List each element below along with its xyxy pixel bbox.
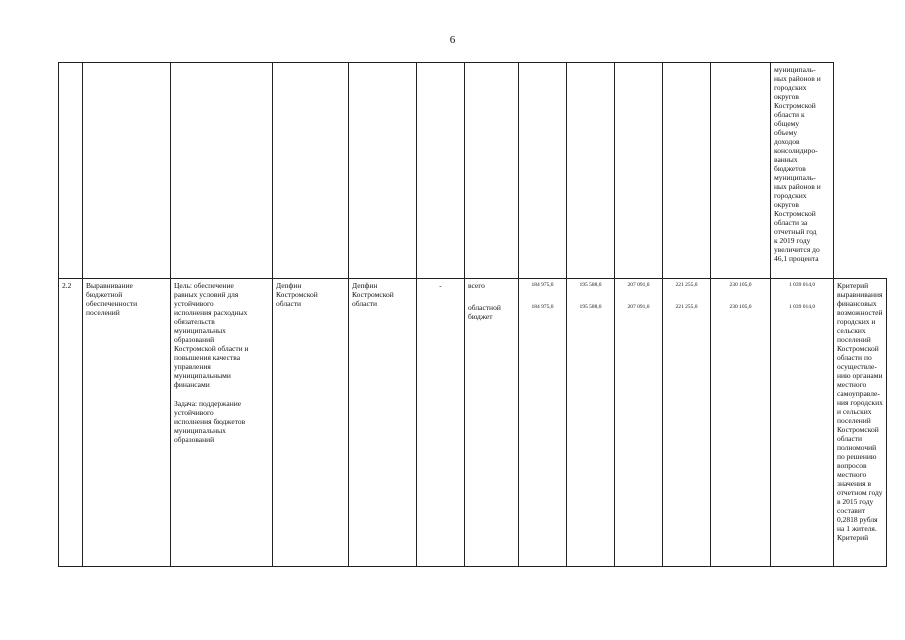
value-regional: 1 039 014,0 [788, 304, 816, 310]
task-text: Задача: поддержание устойчивого исполнения бюджетов муниципальных образований [174, 399, 246, 444]
cell-value-1 [519, 279, 567, 567]
table-row-continued [59, 63, 887, 279]
page-number: 6 [449, 34, 456, 46]
cell-source [465, 279, 519, 567]
cell-value-4 [663, 279, 711, 567]
cell-coexecutor [349, 279, 417, 567]
cell-term [417, 63, 465, 279]
cell-name [83, 63, 171, 279]
value-regional: 230 105,0 [729, 304, 752, 310]
value-total: 221 255,0 [675, 282, 698, 288]
cell-value-5 [711, 279, 771, 567]
value-total: 184 975,0 [531, 282, 554, 288]
cell-goal [171, 63, 273, 279]
cell-value-3 [615, 279, 663, 567]
program-table [58, 62, 887, 567]
cell-responsible [273, 279, 349, 567]
value-total: 230 105,0 [729, 282, 752, 288]
criteria-text: муниципаль- ных районов и городских округов Костромской области к общему объему доходов консолидиро- ванных бюджетов муниципаль- ных районов и городских округов Костромской области за отчетный год к 2019 году увеличится до 46,1 процента [774, 65, 821, 263]
goal-text: Цель: обеспечение равных условий для устойчивого исполнения расходных обязательств муниципальных образований Костромской области и повышения качества управления муниципальными финансами [174, 281, 249, 389]
table-row-2-2 [59, 279, 887, 567]
cell-criteria [834, 279, 887, 567]
value-regional: 207 091,0 [627, 304, 650, 310]
measure-name: Выравнивание бюджетной обеспеченности поселений [86, 281, 138, 317]
cell-responsible [273, 63, 349, 279]
row-number: 2.2 [62, 281, 72, 290]
cell-term [417, 279, 465, 567]
criteria-text: Критерий выравнивания финансовых возможностей городских и сельских поселений Костромской области по осуществле- нию органами местного самоуправле- ния городских и сельских поселений Костромской области полномочий по решению вопросов местного значения в отчетном году в 2015 году составит 0,2818 рубля на 1 жителя. Критерий [837, 281, 883, 542]
cell-number [59, 279, 83, 567]
value-regional: 184 975,0 [531, 304, 554, 310]
cell-name [83, 279, 171, 567]
value-regional: 221 255,0 [675, 304, 698, 310]
value-regional: 195 588,0 [579, 304, 602, 310]
coexecutor-text: Депфин Костромской области [352, 281, 394, 308]
cell-value [519, 63, 567, 279]
value-total: 195 588,0 [579, 282, 602, 288]
source-total: всего [468, 281, 485, 290]
cell-value-total [771, 279, 834, 567]
source-regional: областной бюджет [468, 303, 501, 321]
cell-number [59, 63, 83, 279]
value-total: 207 091,0 [627, 282, 650, 288]
cell-value [567, 63, 615, 279]
cell-value [615, 63, 663, 279]
value-total: 1 039 014,0 [788, 282, 816, 288]
cell-coexecutor [349, 63, 417, 279]
cell-goal [171, 279, 273, 567]
cell-value [663, 63, 711, 279]
cell-source [465, 63, 519, 279]
responsible-text: Депфин Костромской области [276, 281, 318, 308]
dash-mark: - [439, 281, 442, 290]
cell-value [711, 63, 771, 279]
cell-criteria [771, 63, 834, 279]
cell-value-2 [567, 279, 615, 567]
